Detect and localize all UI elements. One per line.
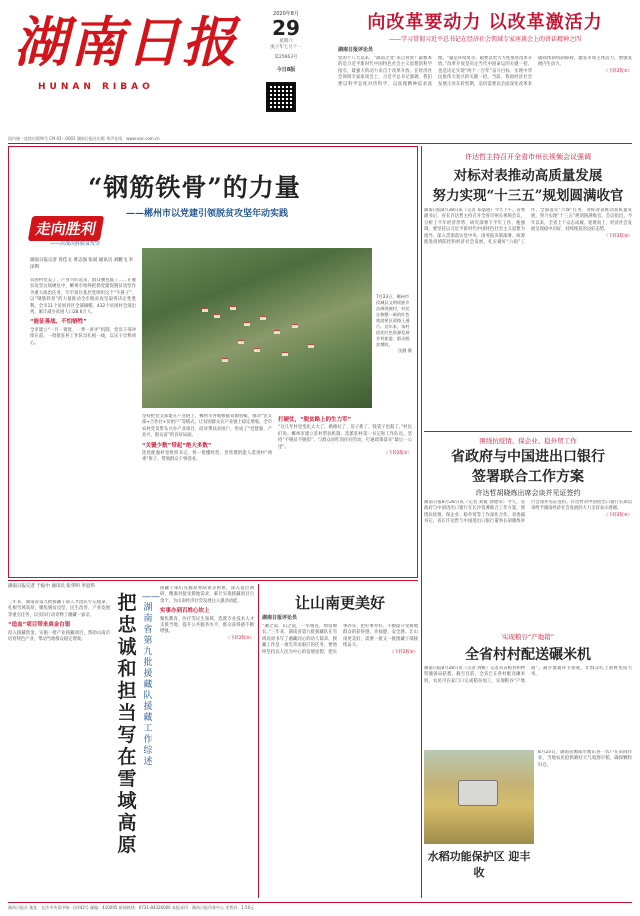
masthead-divider (8, 143, 632, 144)
lead-body-text: 党的十八大以来，“湖南之变”来自何处？最根本的是习近平新时代中国特色社会主义思想的科学指引，最强大的动力来自于改革开放。在经济社会领域专家座谈会上，习近平总书记强调，我们要以科学态度对待科学、以真理精神追求真理。“越是环境复杂，越要以更大力度推进改革开放。”改革开放是决定当代中国命运的关键一招，也是决定实现“两个一百年”奋斗目标、实现中华民族伟大复兴的关键一招。当前，我国经济社会发展正处在转型期，迫切需要以全面深化改革来破除体制机制障碍，激发市场主体活力，增强发展内生动力。 (338, 56, 632, 87)
commentary-body (262, 624, 418, 894)
series-badge (30, 216, 122, 247)
story2-text: 湖南日报8月28日讯（记者 刘银 徐德荣）今天，省政府与中国进出口银行在长沙签署联合工作方案，围绕抗疫情、保企业、稳外贸等工作深化合作。省委副书记、省长许达哲与中国进出口银行董事长胡晓炼举行会谈并见证签约。许达哲对中国进出口银行长期以来给予湖南经济社会发展的大力支持表示感谢。 (424, 500, 632, 525)
commentary-text: “湘之南，山之南，一水相连，情谊绵长。”三年来，湖南省第九批援藏队在雪域高原书写了湘藏同心的动人篇章。援藏工作是一项光荣而艰巨的任务，要始终坚持以人民为中心的发展思想，把实事办实、把好事办好，不断提升受援地群众的获得感、幸福感、安全感。让山南更美好，需要一批又一批援藏干部接续奋斗。 (262, 624, 418, 655)
page-count: 今日8版 (276, 67, 296, 73)
tibet-story-subhead-2: 实事办到百姓心坎上 (160, 608, 210, 615)
date-weekday: 星期六 (279, 39, 293, 44)
story1-kicker: 许达哲主持召开全省市州长视频会议强调 (465, 153, 591, 161)
logo-pinyin: HUNAN RIBAO (38, 82, 154, 92)
story1-body (424, 208, 632, 428)
logo-text: 湖南日报 (14, 10, 238, 74)
feature-mid-text: 坚持把党支部建在产业链上，郴州市各地根据资源禀赋，推动“党支部+合作社+贫困户”等模式，让贫困群众在产业链上稳定增收。全市农村党员带头兴办产业项目，结对帮扶贫困户，形成了“党建强、产业兴、群众富”的良好局面。 (142, 414, 272, 439)
section-divider (8, 580, 418, 581)
feature-left-subhead: “能征善战、不怕牺牲” (30, 319, 87, 326)
harvest-photo (424, 750, 534, 844)
tibet-story-continued-link[interactable]: （下转2版⑤） (225, 635, 254, 641)
story3-kicker: 实现粮谷“产地销” (501, 633, 555, 641)
feature-subheadline: ——郴州市以党建引领脱贫攻坚年动实践 (126, 209, 289, 219)
story3-body: 湖南日报8月28日讯（记者 周帆）记者从省粮食和物资储备局获悉，截至目前，全省已在各村配送碾米机，农民可在家门口完成稻谷加工，实现粮谷“产地销”，减少流通环节损耗，让群众吃上新鲜优质大米。 (424, 666, 632, 684)
newspaper-logo (14, 10, 260, 80)
village-aerial-photo (142, 248, 372, 408)
photo-caption-text: 7月23日，郴州市汝城县文明瑶族乡沙洲瑶族村，村民在修整一新的红色旅游景区道路上通行。近年来，该村依托红色资源发展乡村旅游，群众脱贫增收。 (376, 294, 410, 347)
date-block (262, 10, 310, 73)
story1-headline-2: 努力实现“十三五”规划圆满收官 (432, 188, 624, 204)
tibet-story-subheadline: ——湖南省第九批援藏队援藏工作综述 (142, 592, 160, 767)
column-divider-bottom (258, 584, 259, 898)
story3-headline: 全省村村配送碾米机 (465, 647, 591, 663)
lead-subheadline: ——学习贯彻习近平总书记在经济社会领域专家座谈会上的讲话精神之四 (388, 36, 581, 43)
lead-continued-link[interactable]: （下转2版②） (603, 68, 632, 74)
story1-text: 湖南日报8月28日讯（记者 邓晶琎）今天下午，省委副书记、省长许达哲主持召开全省市州长视频会议，分析上半年经济形势，研究部署下半年工作。他强调，要坚持以习近平新时代中国特色社会主义思想为指导，深入贯彻落实党中央、国务院决策部署，统筹推进疫情防控和经济社会发展，扎实做好“六稳”工作，全面落实“六保”任务，对标对表推动高质量发展，努力实现“十三五”规划圆满收官。会议指出，今年以来，全省上下众志成城、迎难而上，经济社会发展呈现稳中向好、持续恢复的良好态势。 (424, 208, 632, 246)
feature-mid-subhead: “关键少数”带起“绝大多数” (142, 442, 212, 449)
tibet-story-headline: 把忠诚和担当写在雪域高原 (117, 592, 137, 856)
feature-mid-text-2: 选优配强村党组织书记，将一批懂经营、善管理的能人选进村“两委”班子，带领群众干事创业。 (142, 451, 272, 463)
tibet-story-byline: 湖南日报记者 于振中 通讯员 张华明 李思伟 (8, 584, 95, 589)
publication-info-bar: 国内统一连续出版物号 CN 43－0001 湖南日报社出版 华声在线：www.voc.com.cn (8, 136, 160, 141)
feature-headline: “钢筋铁骨”的力量 (88, 173, 301, 202)
feature-right-subhead: 打硬仗，“脱贫路上的生力军” (278, 417, 352, 423)
lead-column-label: 湖南日报评论员 (338, 47, 374, 53)
photo-caption (376, 294, 412, 354)
story2-kicker: 围绕抗疫情、保企业、稳外贸工作 (479, 437, 577, 445)
feature-body-right (278, 414, 412, 568)
story2-continued-link[interactable]: （下转2版④） (603, 512, 632, 518)
page-footer: 湖南日报社 地址：长沙市芙蓉中路一段442号 邮编：410005 新闻热线：0731-84326000 本报承印：湖南日报印务中心 零售价：1.50元 (8, 902, 632, 910)
story2-subheadline: 许达哲胡晓炼出席会谈并见证签约 (475, 489, 581, 497)
tibet-story-text-1b: 投入援藏资金，实施一批产业援藏项目，帮助山南市培育特色产业，带动当地群众稳定增收。 (8, 630, 110, 643)
tibet-story-text-1: 三年来，湖南省第九批援藏干部人才团队牢记使命，扎根雪域高原，聚焦脱贫攻坚、民生改善、产业发展等重点任务，以实际行动诠释了湘藏一家亲。 (8, 600, 110, 618)
issue-number: 第25663号 (274, 55, 298, 60)
story1-headline-1: 对标对表推动高质量发展 (453, 168, 603, 184)
story4-headline: 水稻功能保护区 迎丰收 (427, 850, 531, 879)
lead-headline: 向改革要动力 以改革激活力 (367, 12, 603, 33)
story2-body (424, 500, 632, 628)
date-year-month: 2020年8月 (273, 11, 299, 17)
series-badge-subtitle: ——决战决胜脱贫攻坚 (50, 241, 101, 247)
commentary-column-label: 湖南日报评论员 (262, 615, 298, 621)
feature-story (8, 146, 418, 578)
feature-continued-link[interactable]: （下转2版②） (383, 451, 412, 457)
story1-continued-link[interactable]: （下转2版③） (603, 233, 632, 239)
date-day: 29 (272, 16, 300, 40)
feature-left-text: 贫困村变美了，产业兴旺起来，群众腰包鼓了……在脱贫攻坚这场硬仗中，郴州市始终把抓党建促脱贫攻坚作为重大政治任务，牢牢扭住基层党组织这个“牛鼻子”，以“钢筋铁骨”的力量推动全市脱贫攻坚取得决定性胜利。全市11个贫困县区全部摘帽，432个贫困村全部出列，累计减少贫困人口28.6万人。 (30, 278, 136, 316)
tibet-story-text-2b: 聚焦教育、医疗等民生领域，选派专业技术人才支援当地，提升公共服务水平，群众获得感不断增强。 (160, 616, 254, 635)
story-divider (424, 431, 632, 432)
harvester-shape (458, 780, 498, 806)
feature-body-middle (142, 414, 272, 568)
photo-credit: 沈健 摄 (398, 348, 412, 353)
date-lunar: 庚子年七月十一 (270, 45, 302, 50)
commentary-headline: 让山南更美好 (294, 594, 385, 612)
tibet-story-body-right (160, 586, 254, 896)
story2-headline-1: 省政府与中国进出口银行 (451, 449, 605, 465)
feature-right-text: “这几年村里变化太大了，路修好了、房子新了、钱袋子也鼓了。”村民们说。郴州市建立驻村帮扶机制，选派驻村第一书记和工作队员，坚持“不脱贫不脱钩”，与群众同吃同住同劳动，打通政策落实“最后一公里”。 (278, 425, 412, 450)
lead-body (338, 56, 632, 140)
commentary-continued-link[interactable]: （下转2版⑥） (389, 649, 418, 655)
feature-byline: 湖南日报记者 曾佳文 黄志强 张斌 通讯员 刘鹏飞 李泽利 (30, 258, 134, 270)
story2-headline-2: 签署联合工作方案 (472, 469, 584, 485)
harvest-photo-caption: 8月23日，湖南省衡阳市衡东县一农户在田间作业，当地农民抢抓晴好天气收割早稻，确保颗粒归仓。 (538, 750, 632, 768)
feature-left-text-2: 全市建立“一月一调度、一季一讲评”机制，党员干部冲锋在前，一批批驻村工作队员扎根一线，以实干诠释初心。 (30, 327, 136, 346)
tibet-story-subhead-1: “造血”项目带来真金白银 (8, 622, 71, 629)
series-badge-title: 走向胜利 (28, 216, 104, 241)
tibet-story-text-2: 援藏干部们克服高寒缺氧等困难，深入基层调研，精准对接受援地需求，累计实施援藏项目百余个，为山南经济社会发展注入强劲动能。 (160, 586, 254, 604)
column-divider (421, 146, 422, 898)
tibet-story-body-left (8, 600, 110, 896)
qr-code-icon (266, 82, 296, 112)
feature-body-left (30, 278, 136, 568)
